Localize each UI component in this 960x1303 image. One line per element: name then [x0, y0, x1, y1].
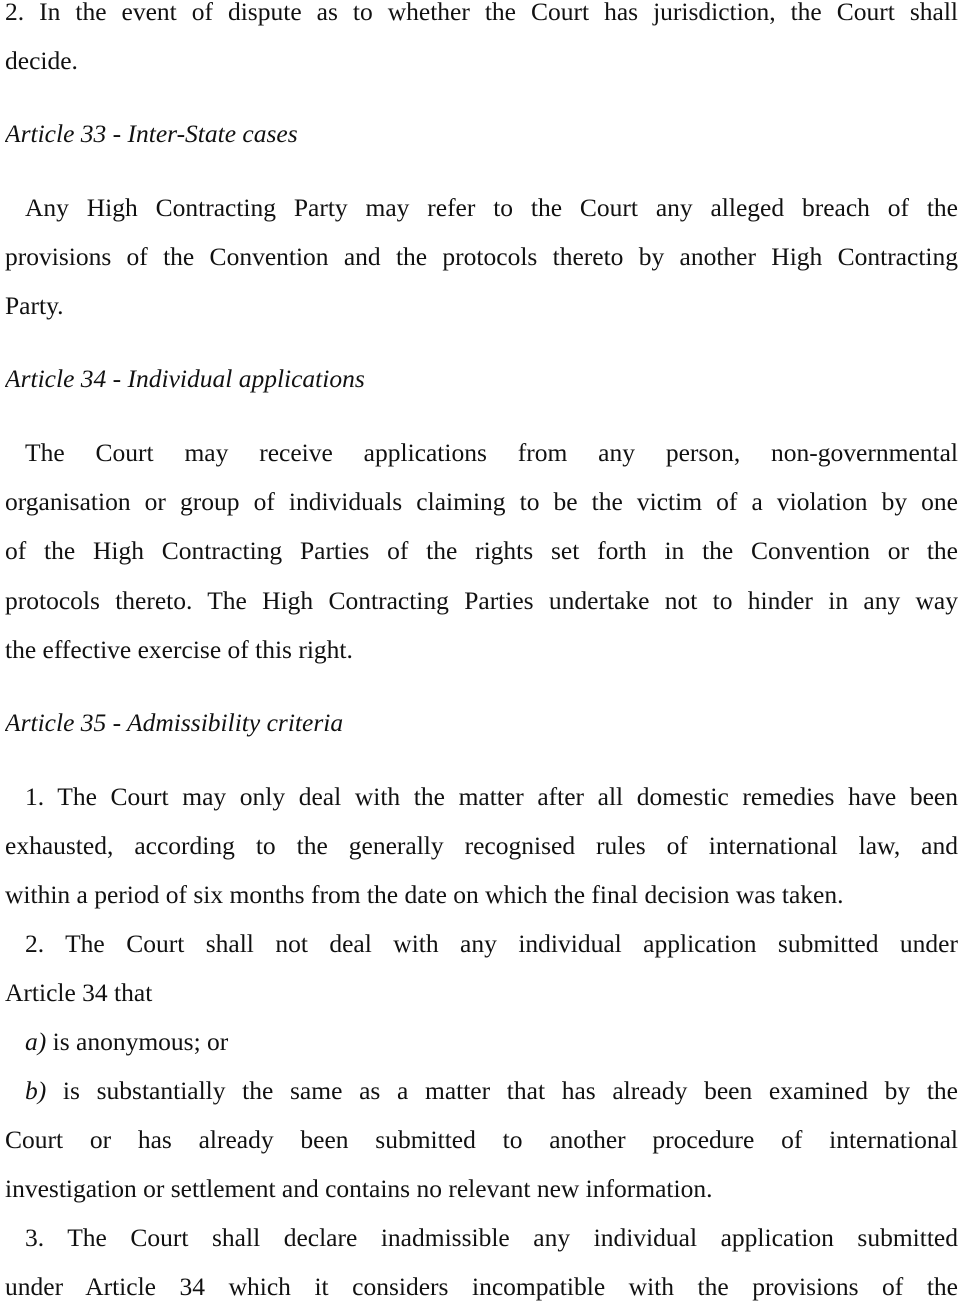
article-35-para-1-line: exhausted, according to the generally recognised rules of international law, and — [5, 831, 958, 860]
article-33-heading: Article 33 - Inter-State cases — [5, 119, 298, 148]
article-34-body-line: The Court may receive applications from any person, non-governmental — [25, 438, 958, 467]
article-33-body-line: Party. — [5, 291, 64, 320]
article-35-para-1-line: 1. The Court may only deal with the matter after all domestic remedies have been — [25, 782, 958, 811]
article-34-body-line: protocols thereto. The High Contracting Parties undertake not to hinder in any way — [5, 586, 958, 615]
article-35-para-2-line: 2. The Court shall not deal with any individual application submitted under — [25, 929, 958, 958]
article-35-para-1-line: within a period of six months from the date on which the final decision was taken. — [5, 880, 844, 909]
article-35-item-b-line: Court or has already been submitted to another procedure of international — [5, 1125, 958, 1154]
article-34-body-line: the effective exercise of this right. — [5, 635, 353, 664]
item-a-text: is anonymous; or — [46, 1027, 229, 1056]
article-35-para-2-line: Article 34 that — [5, 978, 153, 1007]
item-a-marker: a) — [25, 1027, 47, 1056]
article-33-body-line: provisions of the Convention and the protocols thereto by another High Contracting — [5, 242, 958, 271]
article-35-para-3-line: under Article 34 which it considers incompatible with the provisions of the — [5, 1272, 958, 1301]
article-35-item-b-line — [5, 1075, 958, 1107]
article-33-body-line: Any High Contracting Party may refer to the Court any alleged breach of the — [25, 193, 958, 222]
article-35-heading: Article 35 - Admissibility criteria — [5, 708, 344, 737]
article-35-item-b-line: investigation or settlement and contains no relevant new information. — [5, 1174, 713, 1203]
article-34-body-line: organisation or group of individuals claiming to be the victim of a violation by one — [5, 487, 958, 516]
item-b-text: is substantially the same as a matter that has already been examined by the — [46, 1076, 958, 1105]
article-32-para-2-line: decide. — [5, 46, 78, 75]
article-34-heading: Article 34 - Individual applications — [5, 364, 365, 393]
item-b-marker: b) — [25, 1076, 47, 1105]
article-35-para-3-line: 3. The Court shall declare inadmissible any individual application submitted — [25, 1223, 958, 1252]
article-32-para-2-line: 2. In the event of dispute as to whether the Court has jurisdiction, the Court shall — [5, 0, 958, 26]
article-34-body-line: of the High Contracting Parties of the rights set forth in the Convention or the — [5, 536, 958, 565]
article-35-item-a — [5, 1026, 958, 1058]
